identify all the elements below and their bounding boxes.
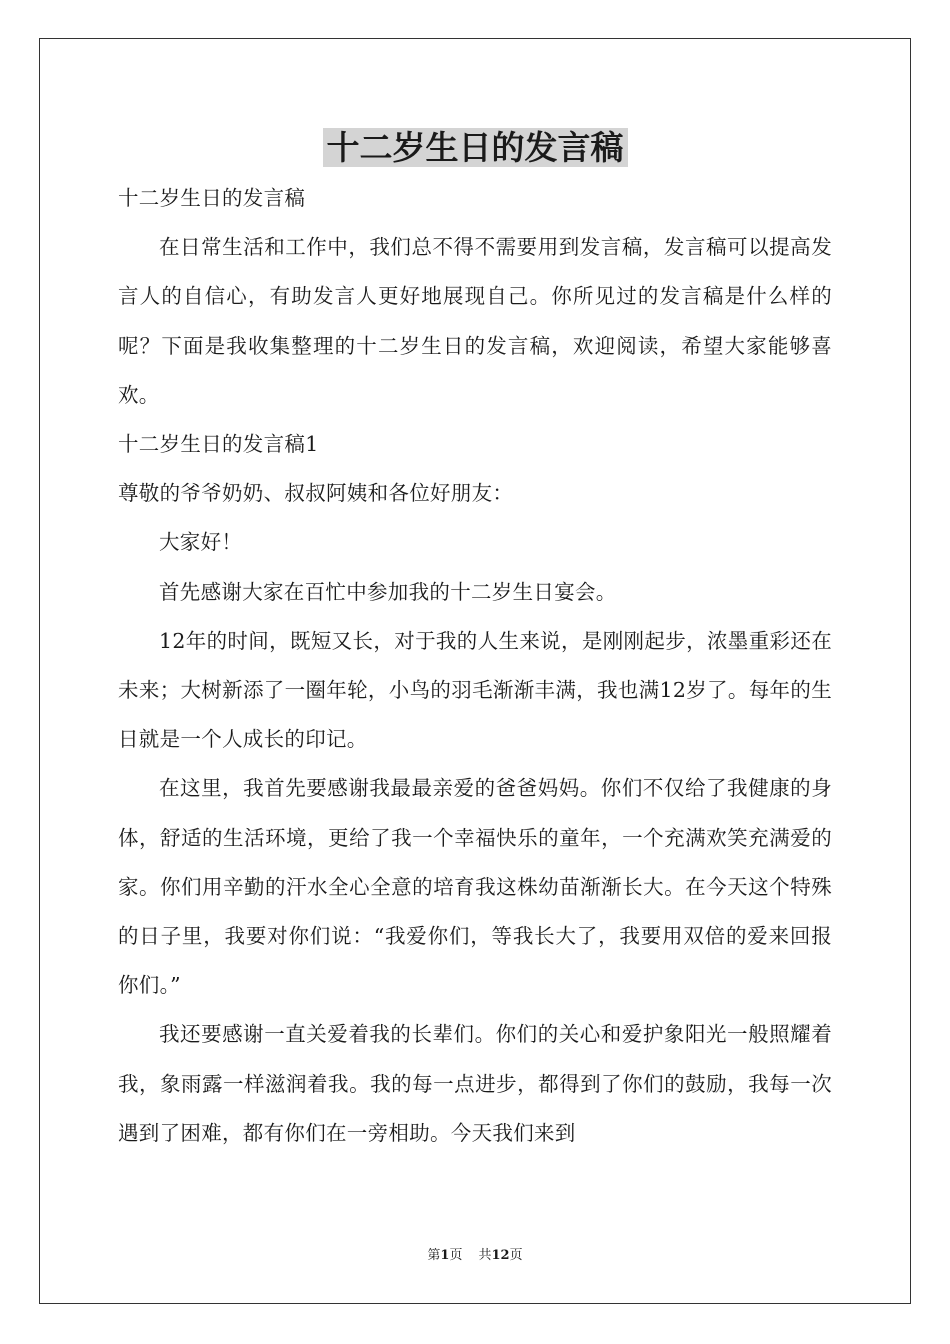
section-heading: 十二岁生日的发言稿1	[118, 432, 319, 457]
page-suffix: 页	[449, 1248, 463, 1263]
paragraph: 大家好！	[159, 530, 243, 555]
paragraph: 十二岁生日的发言稿	[118, 186, 306, 210]
paragraph: 我还要感谢一直关爱着我的长辈们。你们的关心和爱护象阳光一般照耀着我，象雨露一样滋润着我。我的每一点进步，都得到了你们的鼓励，我每一次遇到了困难，都有你们在一旁相助。今天我们来到	[118, 1022, 832, 1145]
total-suffix: 页	[509, 1248, 523, 1263]
document-title-text: 十二岁生日的发言稿	[323, 128, 628, 167]
document-body	[118, 174, 832, 1158]
total-pages: 12	[491, 1248, 510, 1263]
page-footer	[0, 1246, 950, 1266]
page-number: 1	[440, 1248, 450, 1263]
salutation: 尊敬的爷爷奶奶、叔叔阿姨和各位好朋友：	[118, 481, 514, 506]
paragraph: 首先感谢大家在百忙中参加我的十二岁生日宴会。	[159, 579, 617, 604]
paragraph: 12年的时间，既短又长，对于我的人生来说，是刚刚起步，浓墨重彩还在未来；大树新添了一圈年轮，小鸟的羽毛渐渐丰满，我也满12岁了。每年的生日就是一个人成长的印记。	[118, 628, 832, 752]
page-prefix: 第	[427, 1248, 441, 1263]
document-title	[0, 124, 950, 172]
paragraph: 在这里，我首先要感谢我最最亲爱的爸爸妈妈。你们不仅给了我健康的身体，舒适的生活环境，更给了我一个幸福快乐的童年，一个充满欢笑充满爱的家。你们用辛勤的汗水全心全意的培育我这株幼苗渐渐长大。在今天这个特殊的日子里，我要对你们说：“我爱你们，等我长大了，我要用双倍的爱来回报你们。”	[118, 776, 832, 998]
total-prefix: 共	[478, 1248, 492, 1263]
paragraph: 在日常生活和工作中，我们总不得不需要用到发言稿，发言稿可以提高发言人的自信心，有助发言人更好地展现自己。你所见过的发言稿是什么样的呢？下面是我收集整理的十二岁生日的发言稿，欢迎阅读，希望大家能够喜欢。	[118, 235, 832, 407]
